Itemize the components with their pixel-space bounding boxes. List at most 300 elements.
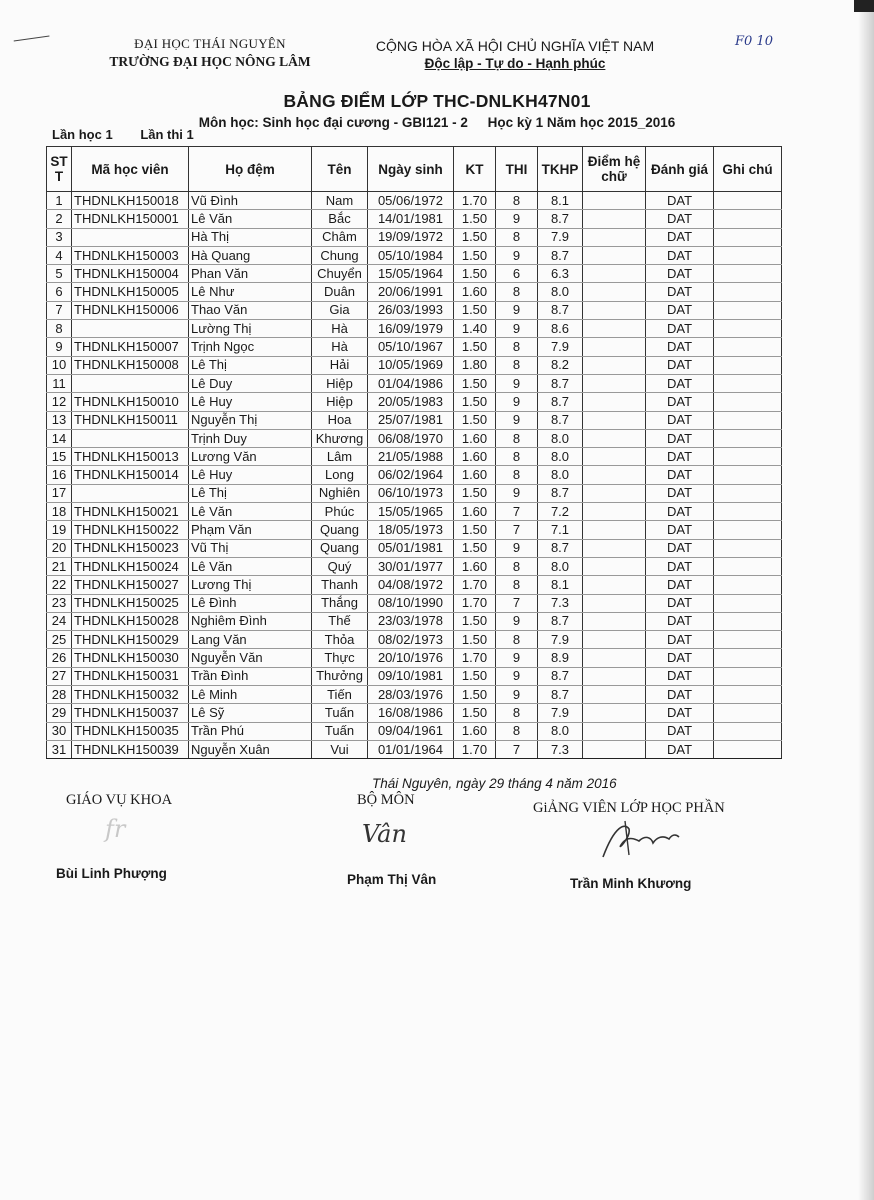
table-cell: Phúc: [312, 503, 368, 521]
table-cell: Chung: [312, 246, 368, 264]
table-cell: 28: [47, 686, 72, 704]
table-cell: [583, 246, 646, 264]
exam-attempt: Lần thi 1: [140, 127, 194, 142]
table-cell: 1.70: [454, 576, 496, 594]
table-cell: 1.60: [454, 429, 496, 447]
table-row: [47, 576, 782, 594]
table-cell: 1.80: [454, 356, 496, 374]
table-cell: 1.50: [454, 393, 496, 411]
table-cell: 8.7: [538, 301, 583, 319]
table-cell: 9: [496, 393, 538, 411]
table-cell: 7.9: [538, 228, 583, 246]
table-cell: 8: [496, 192, 538, 210]
table-row: [47, 557, 782, 575]
table-cell: 8.9: [538, 649, 583, 667]
table-cell: Hiệp: [312, 393, 368, 411]
table-cell: THDNLKH150022: [72, 521, 189, 539]
attempt-line: [52, 127, 218, 142]
table-cell: THDNLKH150027: [72, 576, 189, 594]
table-cell: Duân: [312, 283, 368, 301]
table-cell: 17: [47, 484, 72, 502]
table-cell: 1.50: [454, 631, 496, 649]
table-cell: THDNLKH150032: [72, 686, 189, 704]
table-cell: 1.50: [454, 521, 496, 539]
table-cell: 23: [47, 594, 72, 612]
table-cell: 8.7: [538, 210, 583, 228]
table-row: [47, 631, 782, 649]
table-cell: 7.1: [538, 521, 583, 539]
table-cell: DAT: [646, 393, 714, 411]
table-cell: 8.7: [538, 686, 583, 704]
table-cell: 9: [496, 246, 538, 264]
table-cell: 7.3: [538, 740, 583, 758]
signatory-1-title: GIÁO VỤ KHOA: [66, 792, 173, 808]
table-cell: [714, 393, 782, 411]
table-row: [47, 686, 782, 704]
table-cell: 1.50: [454, 210, 496, 228]
table-cell: THDNLKH150035: [72, 722, 189, 740]
table-cell: [714, 265, 782, 283]
table-row: [47, 466, 782, 484]
table-cell: Hà: [312, 338, 368, 356]
table-cell: 10: [47, 356, 72, 374]
column-header: KT: [454, 147, 496, 192]
table-cell: 8: [496, 576, 538, 594]
table-row: [47, 448, 782, 466]
table-cell: Tiến: [312, 686, 368, 704]
table-cell: DAT: [646, 539, 714, 557]
table-cell: [714, 521, 782, 539]
table-row: [47, 320, 782, 338]
table-cell: DAT: [646, 576, 714, 594]
table-cell: Phạm Văn: [189, 521, 312, 539]
table-cell: [714, 338, 782, 356]
table-cell: 01/04/1986: [368, 374, 454, 392]
table-cell: [714, 576, 782, 594]
table-cell: DAT: [646, 667, 714, 685]
table-cell: 8.0: [538, 429, 583, 447]
table-cell: DAT: [646, 466, 714, 484]
table-cell: 26: [47, 649, 72, 667]
table-cell: [714, 301, 782, 319]
column-header: Điểm hệ chữ: [583, 147, 646, 192]
table-cell: [714, 429, 782, 447]
table-cell: 15: [47, 448, 72, 466]
table-cell: [714, 686, 782, 704]
table-row: [47, 393, 782, 411]
table-cell: 7: [47, 301, 72, 319]
table-cell: Lê Văn: [189, 503, 312, 521]
table-cell: [583, 686, 646, 704]
table-cell: DAT: [646, 612, 714, 630]
table-cell: [714, 594, 782, 612]
table-cell: Trần Đình: [189, 667, 312, 685]
table-cell: [583, 466, 646, 484]
table-cell: DAT: [646, 686, 714, 704]
table-cell: 20/05/1983: [368, 393, 454, 411]
table-cell: THDNLKH150030: [72, 649, 189, 667]
table-cell: 7.9: [538, 631, 583, 649]
table-cell: [583, 576, 646, 594]
column-header: Ngày sinh: [368, 147, 454, 192]
table-cell: 29: [47, 704, 72, 722]
table-cell: Lê Minh: [189, 686, 312, 704]
table-cell: DAT: [646, 246, 714, 264]
table-cell: 28/03/1976: [368, 686, 454, 704]
table-cell: 21/05/1988: [368, 448, 454, 466]
table-cell: THDNLKH150037: [72, 704, 189, 722]
table-cell: [714, 374, 782, 392]
table-cell: [714, 484, 782, 502]
table-cell: 9: [496, 667, 538, 685]
table-cell: Thắng: [312, 594, 368, 612]
table-cell: 22: [47, 576, 72, 594]
table-cell: THDNLKH150025: [72, 594, 189, 612]
table-row: [47, 484, 782, 502]
table-cell: Hà: [312, 320, 368, 338]
table-cell: 09/10/1981: [368, 667, 454, 685]
table-cell: [714, 722, 782, 740]
table-cell: 1.50: [454, 246, 496, 264]
table-cell: 3: [47, 228, 72, 246]
table-cell: 1.50: [454, 667, 496, 685]
table-cell: 1.60: [454, 283, 496, 301]
table-cell: 8.7: [538, 246, 583, 264]
table-cell: Lê Huy: [189, 393, 312, 411]
table-cell: DAT: [646, 320, 714, 338]
table-cell: 15/05/1964: [368, 265, 454, 283]
table-cell: 7.3: [538, 594, 583, 612]
table-cell: DAT: [646, 228, 714, 246]
faint-signature-1: fr: [105, 815, 126, 843]
table-cell: DAT: [646, 594, 714, 612]
table-cell: 05/10/1967: [368, 338, 454, 356]
table-cell: Vũ Thị: [189, 539, 312, 557]
table-cell: 8: [496, 704, 538, 722]
table-cell: 15/05/1965: [368, 503, 454, 521]
table-cell: DAT: [646, 374, 714, 392]
table-cell: 1: [47, 192, 72, 210]
table-cell: [583, 484, 646, 502]
table-cell: 6: [496, 265, 538, 283]
document-title: BẢNG ĐIỂM LỚP THC-DNLKH47N01: [283, 91, 591, 111]
table-cell: [714, 192, 782, 210]
table-row: [47, 722, 782, 740]
table-cell: 1.70: [454, 649, 496, 667]
table-cell: THDNLKH150001: [72, 210, 189, 228]
table-cell: 1.50: [454, 265, 496, 283]
table-cell: 6: [47, 283, 72, 301]
table-cell: 05/01/1981: [368, 539, 454, 557]
course-info: Môn học: Sinh học đại cương - GBI121 - 2: [198, 115, 468, 130]
table-cell: THDNLKH150021: [72, 503, 189, 521]
table-cell: Tuấn: [312, 704, 368, 722]
table-cell: 1.60: [454, 503, 496, 521]
table-cell: Lê Sỹ: [189, 704, 312, 722]
table-cell: 4: [47, 246, 72, 264]
table-cell: 10/05/1969: [368, 356, 454, 374]
national-header: [360, 38, 670, 71]
table-cell: 25: [47, 631, 72, 649]
table-cell: 1.70: [454, 740, 496, 758]
table-cell: 8.7: [538, 411, 583, 429]
table-cell: [583, 722, 646, 740]
table-cell: Lê Huy: [189, 466, 312, 484]
table-row: [47, 411, 782, 429]
table-cell: 7: [496, 521, 538, 539]
table-cell: 1.50: [454, 301, 496, 319]
table-cell: 7: [496, 594, 538, 612]
table-cell: 8.0: [538, 466, 583, 484]
table-cell: THDNLKH150010: [72, 393, 189, 411]
table-row: [47, 667, 782, 685]
table-row: [47, 356, 782, 374]
country-name: CỘNG HÒA XÃ HỘI CHỦ NGHĨA VIỆT NAM: [375, 38, 655, 54]
table-cell: 9: [496, 539, 538, 557]
table-cell: 7.2: [538, 503, 583, 521]
table-cell: Nam: [312, 192, 368, 210]
table-cell: 20/06/1991: [368, 283, 454, 301]
table-cell: THDNLKH150023: [72, 539, 189, 557]
table-cell: 8: [496, 228, 538, 246]
table-cell: 1.60: [454, 722, 496, 740]
column-header: Mã học viên: [72, 147, 189, 192]
table-cell: Hà Quang: [189, 246, 312, 264]
table-cell: DAT: [646, 740, 714, 758]
table-cell: [583, 612, 646, 630]
institution-header: [95, 36, 325, 70]
table-cell: 9: [496, 484, 538, 502]
table-cell: Trịnh Duy: [189, 429, 312, 447]
table-body: [47, 192, 782, 759]
table-cell: DAT: [646, 283, 714, 301]
table-cell: Thưởng: [312, 667, 368, 685]
table-cell: 8.6: [538, 320, 583, 338]
table-cell: [714, 356, 782, 374]
table-cell: [583, 393, 646, 411]
table-cell: 1.50: [454, 484, 496, 502]
table-cell: THDNLKH150004: [72, 265, 189, 283]
table-cell: Vũ Đình: [189, 192, 312, 210]
table-cell: [583, 557, 646, 575]
column-header: Ghi chú: [714, 147, 782, 192]
table-cell: 1.60: [454, 466, 496, 484]
table-row: [47, 246, 782, 264]
signatory-3-signature: [595, 815, 685, 865]
table-cell: DAT: [646, 338, 714, 356]
column-header: Họ đệm: [189, 147, 312, 192]
table-cell: DAT: [646, 521, 714, 539]
table-cell: 06/08/1970: [368, 429, 454, 447]
table-cell: 08/10/1990: [368, 594, 454, 612]
table-cell: Vui: [312, 740, 368, 758]
table-cell: DAT: [646, 301, 714, 319]
table-cell: 9: [496, 210, 538, 228]
table-cell: 8: [496, 356, 538, 374]
table-cell: [583, 704, 646, 722]
signing-date: Thái Nguyên, ngày 29 tháng 4 năm 2016: [372, 776, 617, 791]
table-cell: 06/10/1973: [368, 484, 454, 502]
table-cell: Nghiên: [312, 484, 368, 502]
table-cell: [714, 649, 782, 667]
table-cell: 24: [47, 612, 72, 630]
table-cell: 16/09/1979: [368, 320, 454, 338]
table-cell: THDNLKH150005: [72, 283, 189, 301]
table-cell: 20: [47, 539, 72, 557]
signatory-3-name: Trần Minh Khương: [570, 876, 692, 891]
table-cell: [583, 374, 646, 392]
table-cell: Chuyển: [312, 265, 368, 283]
table-cell: [714, 283, 782, 301]
table-cell: Hoa: [312, 411, 368, 429]
table-cell: [583, 356, 646, 374]
table-cell: 8.7: [538, 539, 583, 557]
table-cell: [583, 594, 646, 612]
table-cell: [714, 667, 782, 685]
table-cell: [714, 612, 782, 630]
table-cell: [714, 210, 782, 228]
table-cell: 9: [496, 612, 538, 630]
table-cell: Hà Thị: [189, 228, 312, 246]
table-cell: DAT: [646, 557, 714, 575]
table-cell: THDNLKH150007: [72, 338, 189, 356]
table-cell: Nghiêm Đình: [189, 612, 312, 630]
table-cell: Thực: [312, 649, 368, 667]
table-cell: 7: [496, 503, 538, 521]
table-cell: [714, 320, 782, 338]
table-cell: THDNLKH150018: [72, 192, 189, 210]
table-cell: [583, 649, 646, 667]
table-cell: DAT: [646, 265, 714, 283]
table-cell: 1.50: [454, 704, 496, 722]
table-cell: [583, 539, 646, 557]
table-cell: Lê Văn: [189, 557, 312, 575]
table-cell: 19: [47, 521, 72, 539]
table-cell: 1.60: [454, 448, 496, 466]
university-name: ĐẠI HỌC THÁI NGUYÊN: [134, 36, 286, 51]
table-cell: [583, 301, 646, 319]
table-cell: DAT: [646, 503, 714, 521]
column-header: THI: [496, 147, 538, 192]
table-cell: [714, 411, 782, 429]
table-cell: Quang: [312, 521, 368, 539]
table-cell: 9: [496, 411, 538, 429]
table-cell: Thế: [312, 612, 368, 630]
table-cell: 8: [496, 338, 538, 356]
table-row: [47, 374, 782, 392]
table-cell: 8: [47, 320, 72, 338]
table-cell: Nguyễn Thị: [189, 411, 312, 429]
table-cell: [72, 484, 189, 502]
handwritten-corner-note: F0 10: [735, 34, 773, 49]
table-cell: 27: [47, 667, 72, 685]
table-cell: 6.3: [538, 265, 583, 283]
table-cell: 1.50: [454, 374, 496, 392]
table-cell: 30/01/1977: [368, 557, 454, 575]
table-cell: DAT: [646, 411, 714, 429]
table-cell: 1.50: [454, 539, 496, 557]
table-cell: [714, 539, 782, 557]
table-cell: 8: [496, 557, 538, 575]
term-info: Học kỳ 1 Năm học 2015_2016: [487, 115, 676, 130]
table-row: [47, 265, 782, 283]
table-cell: 06/02/1964: [368, 466, 454, 484]
table-cell: 8: [496, 283, 538, 301]
table-cell: [583, 265, 646, 283]
table-cell: 2: [47, 210, 72, 228]
table-cell: Lê Thị: [189, 484, 312, 502]
table-cell: Long: [312, 466, 368, 484]
table-cell: Quý: [312, 557, 368, 575]
table-row: [47, 301, 782, 319]
table-cell: DAT: [646, 429, 714, 447]
table-cell: 9: [47, 338, 72, 356]
table-cell: Bắc: [312, 210, 368, 228]
table-cell: Thỏa: [312, 631, 368, 649]
table-cell: 8.1: [538, 576, 583, 594]
table-cell: DAT: [646, 192, 714, 210]
table-cell: [714, 704, 782, 722]
table-cell: Nguyễn Văn: [189, 649, 312, 667]
table-cell: 13: [47, 411, 72, 429]
table-cell: [714, 448, 782, 466]
table-cell: [583, 210, 646, 228]
table-cell: Thanh: [312, 576, 368, 594]
table-cell: [583, 429, 646, 447]
table-cell: [72, 429, 189, 447]
table-row: [47, 521, 782, 539]
table-cell: Thao Văn: [189, 301, 312, 319]
table-cell: [714, 740, 782, 758]
table-cell: [583, 740, 646, 758]
table-cell: 8.7: [538, 393, 583, 411]
table-cell: 18: [47, 503, 72, 521]
table-cell: [714, 631, 782, 649]
table-cell: 8.7: [538, 612, 583, 630]
table-cell: DAT: [646, 631, 714, 649]
table-cell: Hiệp: [312, 374, 368, 392]
table-cell: [583, 411, 646, 429]
table-cell: [714, 228, 782, 246]
national-motto: Độc lập - Tự do - Hạnh phúc: [424, 56, 606, 71]
table-cell: 9: [496, 320, 538, 338]
table-cell: 01/01/1964: [368, 740, 454, 758]
table-cell: [583, 283, 646, 301]
table-cell: Lương Thị: [189, 576, 312, 594]
table-cell: THDNLKH150029: [72, 631, 189, 649]
table-cell: 14/01/1981: [368, 210, 454, 228]
table-cell: 12: [47, 393, 72, 411]
table-cell: 8: [496, 429, 538, 447]
table-cell: Phan Văn: [189, 265, 312, 283]
table-cell: 8.0: [538, 722, 583, 740]
table-cell: Gia: [312, 301, 368, 319]
table-cell: 11: [47, 374, 72, 392]
table-cell: 8.0: [538, 557, 583, 575]
table-cell: [583, 631, 646, 649]
table-row: [47, 192, 782, 210]
table-cell: 30: [47, 722, 72, 740]
table-cell: DAT: [646, 704, 714, 722]
table-cell: THDNLKH150014: [72, 466, 189, 484]
table-cell: THDNLKH150013: [72, 448, 189, 466]
signatory-1-name: Bùi Linh Phượng: [56, 866, 167, 881]
table-cell: 31: [47, 740, 72, 758]
table-cell: 8.7: [538, 374, 583, 392]
table-row: [47, 429, 782, 447]
table-cell: [714, 246, 782, 264]
table-cell: DAT: [646, 484, 714, 502]
